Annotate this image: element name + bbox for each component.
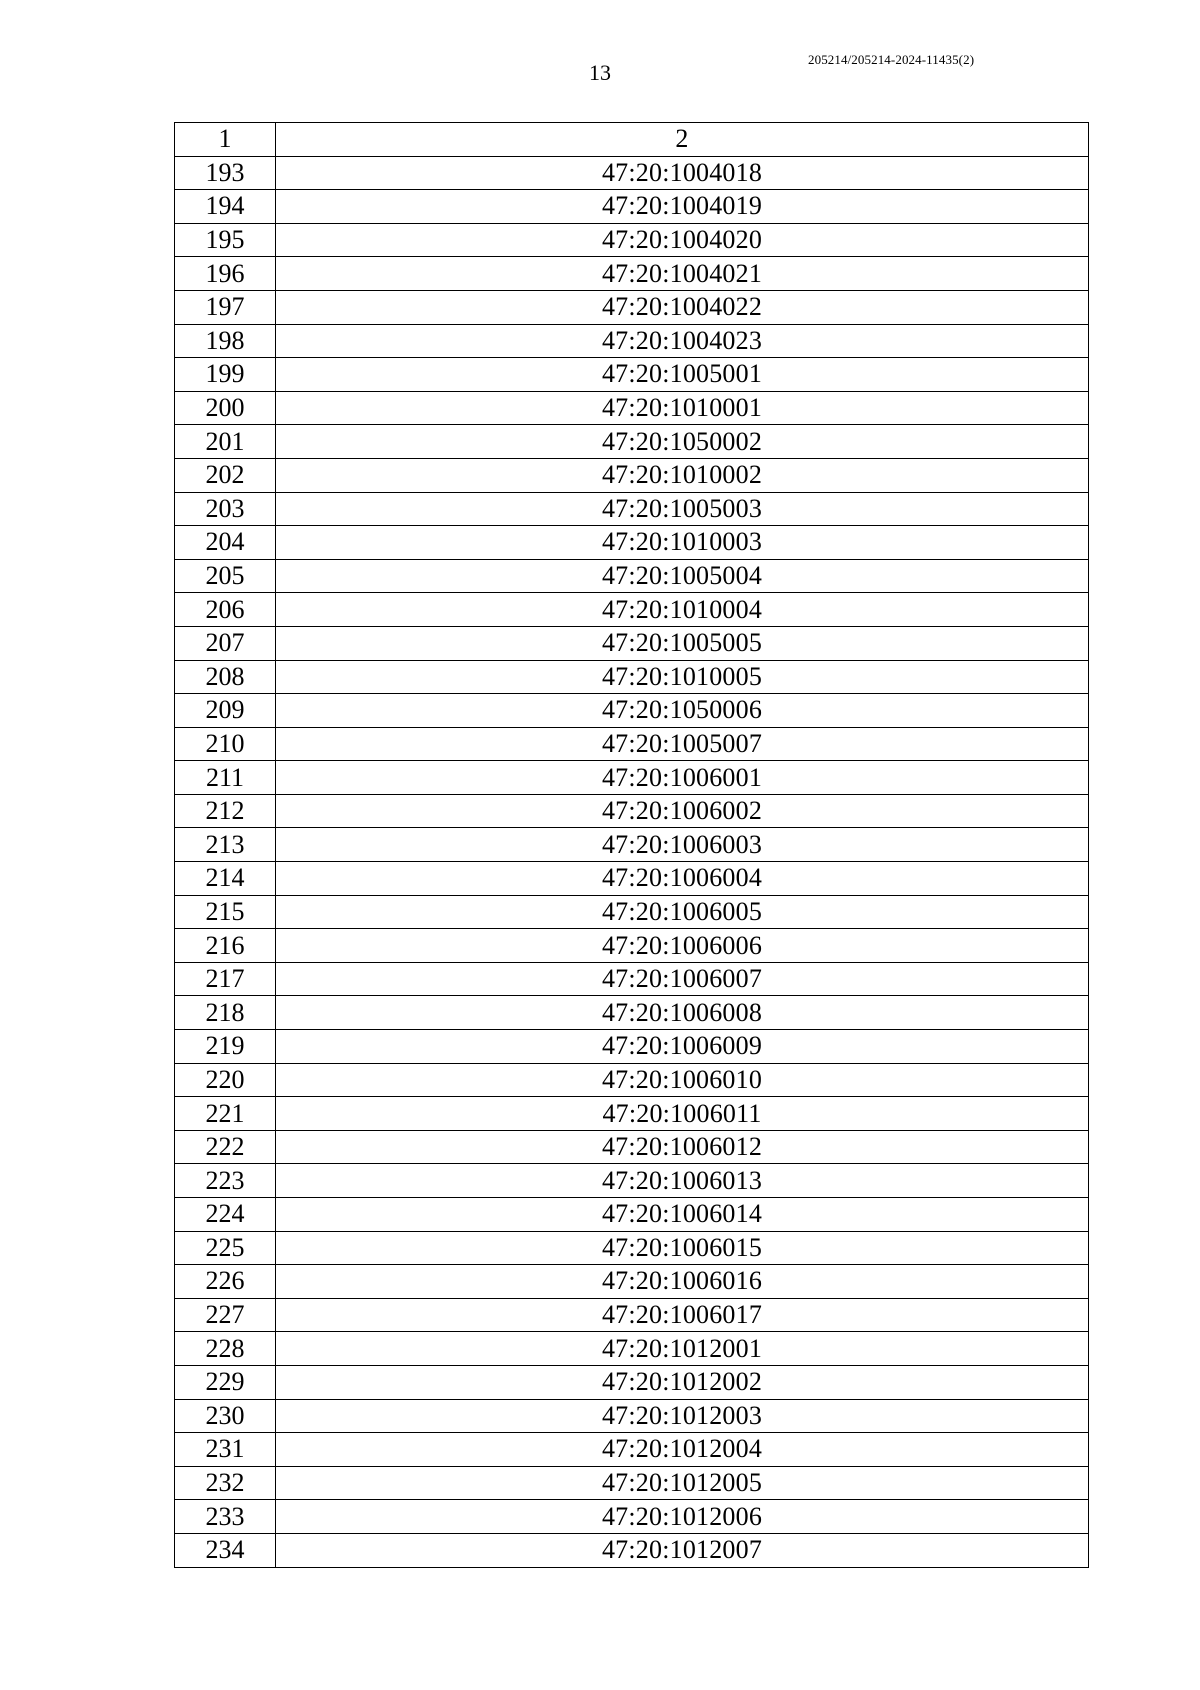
table-row <box>175 694 1089 728</box>
table-row <box>175 1533 1089 1567</box>
table-row <box>175 1231 1089 1265</box>
row-number-cell: 225 <box>175 1231 276 1265</box>
row-number-cell: 211 <box>175 761 276 795</box>
row-number-cell: 203 <box>175 492 276 526</box>
table-header-row <box>175 123 1089 157</box>
cadastral-number-cell: 47:20:1006004 <box>276 862 1089 896</box>
cadastral-number-cell: 47:20:1012005 <box>276 1466 1089 1500</box>
cadastral-number-cell: 47:20:1006012 <box>276 1130 1089 1164</box>
row-number-cell: 195 <box>175 223 276 257</box>
cadastral-number-cell: 47:20:1006007 <box>276 962 1089 996</box>
cadastral-number-cell: 47:20:1005007 <box>276 727 1089 761</box>
cadastral-number-cell: 47:20:1006006 <box>276 929 1089 963</box>
table-row <box>175 492 1089 526</box>
table-row <box>175 190 1089 224</box>
table-row <box>175 794 1089 828</box>
row-number-cell: 223 <box>175 1164 276 1198</box>
table-row <box>175 1466 1089 1500</box>
row-number-cell: 233 <box>175 1500 276 1534</box>
table-row <box>175 1399 1089 1433</box>
table-row <box>175 660 1089 694</box>
table-row <box>175 1164 1089 1198</box>
cadastral-number-cell: 47:20:1004020 <box>276 223 1089 257</box>
row-number-cell: 209 <box>175 694 276 728</box>
table-row <box>175 1198 1089 1232</box>
cadastral-number-cell: 47:20:1005004 <box>276 559 1089 593</box>
cadastral-number-cell: 47:20:1010003 <box>276 526 1089 560</box>
cadastral-number-cell: 47:20:1004019 <box>276 190 1089 224</box>
row-number-cell: 196 <box>175 257 276 291</box>
table-row <box>175 358 1089 392</box>
table-row <box>175 559 1089 593</box>
table-row <box>175 324 1089 358</box>
table-row <box>175 593 1089 627</box>
table-row <box>175 962 1089 996</box>
cadastral-number-cell: 47:20:1006014 <box>276 1198 1089 1232</box>
cadastral-number-cell: 47:20:1004023 <box>276 324 1089 358</box>
cadastral-number-cell: 47:20:1006013 <box>276 1164 1089 1198</box>
table-row <box>175 425 1089 459</box>
cadastral-number-cell: 47:20:1050002 <box>276 425 1089 459</box>
table-row <box>175 1030 1089 1064</box>
row-number-cell: 220 <box>175 1063 276 1097</box>
row-number-cell: 204 <box>175 526 276 560</box>
cadastral-number-cell: 47:20:1006001 <box>276 761 1089 795</box>
row-number-cell: 200 <box>175 391 276 425</box>
cadastral-number-cell: 47:20:1004021 <box>276 257 1089 291</box>
table-row <box>175 526 1089 560</box>
table-row <box>175 1298 1089 1332</box>
row-number-cell: 213 <box>175 828 276 862</box>
cadastral-number-cell: 47:20:1004018 <box>276 156 1089 190</box>
row-number-cell: 197 <box>175 290 276 324</box>
table-row <box>175 828 1089 862</box>
cadastral-number-cell: 47:20:1010002 <box>276 458 1089 492</box>
cadastral-number-cell: 47:20:1006003 <box>276 828 1089 862</box>
cadastral-number-cell: 47:20:1010004 <box>276 593 1089 627</box>
cadastral-number-cell: 47:20:1050006 <box>276 694 1089 728</box>
cadastral-number-cell: 47:20:1010005 <box>276 660 1089 694</box>
row-number-cell: 207 <box>175 626 276 660</box>
cadastral-number-cell: 47:20:1006008 <box>276 996 1089 1030</box>
table-row <box>175 458 1089 492</box>
cadastral-number-cell: 47:20:1012001 <box>276 1332 1089 1366</box>
cadastral-number-cell: 47:20:1012007 <box>276 1533 1089 1567</box>
table-row <box>175 1365 1089 1399</box>
table-row <box>175 1500 1089 1534</box>
row-number-cell: 224 <box>175 1198 276 1232</box>
table-row <box>175 391 1089 425</box>
table-row <box>175 290 1089 324</box>
row-number-cell: 202 <box>175 458 276 492</box>
row-number-cell: 216 <box>175 929 276 963</box>
cadastral-number-cell: 47:20:1005001 <box>276 358 1089 392</box>
row-number-cell: 222 <box>175 1130 276 1164</box>
row-number-cell: 234 <box>175 1533 276 1567</box>
cadastral-number-cell: 47:20:1004022 <box>276 290 1089 324</box>
row-number-cell: 194 <box>175 190 276 224</box>
table-row <box>175 1063 1089 1097</box>
cadastral-number-cell: 47:20:1006010 <box>276 1063 1089 1097</box>
table-row <box>175 156 1089 190</box>
row-number-cell: 199 <box>175 358 276 392</box>
row-number-cell: 218 <box>175 996 276 1030</box>
table-row <box>175 1097 1089 1131</box>
row-number-cell: 201 <box>175 425 276 459</box>
table-row <box>175 223 1089 257</box>
table-row <box>175 895 1089 929</box>
table-row <box>175 257 1089 291</box>
table-body <box>175 123 1089 1568</box>
table-row <box>175 727 1089 761</box>
row-number-cell: 205 <box>175 559 276 593</box>
row-number-cell: 210 <box>175 727 276 761</box>
row-number-cell: 227 <box>175 1298 276 1332</box>
row-number-cell: 208 <box>175 660 276 694</box>
cadastral-number-cell: 47:20:1006011 <box>276 1097 1089 1131</box>
row-number-cell: 226 <box>175 1265 276 1299</box>
row-number-cell: 215 <box>175 895 276 929</box>
cadastral-number-cell: 47:20:1005005 <box>276 626 1089 660</box>
row-number-cell: 214 <box>175 862 276 896</box>
row-number-cell: 228 <box>175 1332 276 1366</box>
cadastral-number-cell: 47:20:1006017 <box>276 1298 1089 1332</box>
table-row <box>175 929 1089 963</box>
table-row <box>175 761 1089 795</box>
cadastral-number-cell: 47:20:1012004 <box>276 1433 1089 1467</box>
cadastral-table <box>174 122 1089 1568</box>
row-number-cell: 221 <box>175 1097 276 1131</box>
table-row <box>175 1265 1089 1299</box>
cadastral-number-cell: 47:20:1006015 <box>276 1231 1089 1265</box>
row-number-cell: 212 <box>175 794 276 828</box>
row-number-cell: 230 <box>175 1399 276 1433</box>
cadastral-number-cell: 47:20:1006002 <box>276 794 1089 828</box>
cadastral-number-cell: 47:20:1006016 <box>276 1265 1089 1299</box>
table-row <box>175 1332 1089 1366</box>
row-number-cell: 206 <box>175 593 276 627</box>
row-number-cell: 232 <box>175 1466 276 1500</box>
table-row <box>175 1130 1089 1164</box>
document-id: 205214/205214-2024-11435(2) <box>808 52 975 67</box>
row-number-cell: 229 <box>175 1365 276 1399</box>
row-number-cell: 231 <box>175 1433 276 1467</box>
cadastral-number-cell: 47:20:1010001 <box>276 391 1089 425</box>
row-number-cell: 217 <box>175 962 276 996</box>
row-number-cell: 219 <box>175 1030 276 1064</box>
cadastral-number-cell: 47:20:1012002 <box>276 1365 1089 1399</box>
header-cell-1: 1 <box>175 123 276 157</box>
table-row <box>175 1433 1089 1467</box>
cadastral-number-cell: 47:20:1012006 <box>276 1500 1089 1534</box>
row-number-cell: 193 <box>175 156 276 190</box>
page-number: 13 <box>589 60 611 85</box>
header-cell-2: 2 <box>276 123 1089 157</box>
cadastral-number-cell: 47:20:1012003 <box>276 1399 1089 1433</box>
table-row <box>175 626 1089 660</box>
row-number-cell: 198 <box>175 324 276 358</box>
table-row <box>175 862 1089 896</box>
cadastral-number-cell: 47:20:1006005 <box>276 895 1089 929</box>
cadastral-number-cell: 47:20:1006009 <box>276 1030 1089 1064</box>
cadastral-number-cell: 47:20:1005003 <box>276 492 1089 526</box>
table-row <box>175 996 1089 1030</box>
